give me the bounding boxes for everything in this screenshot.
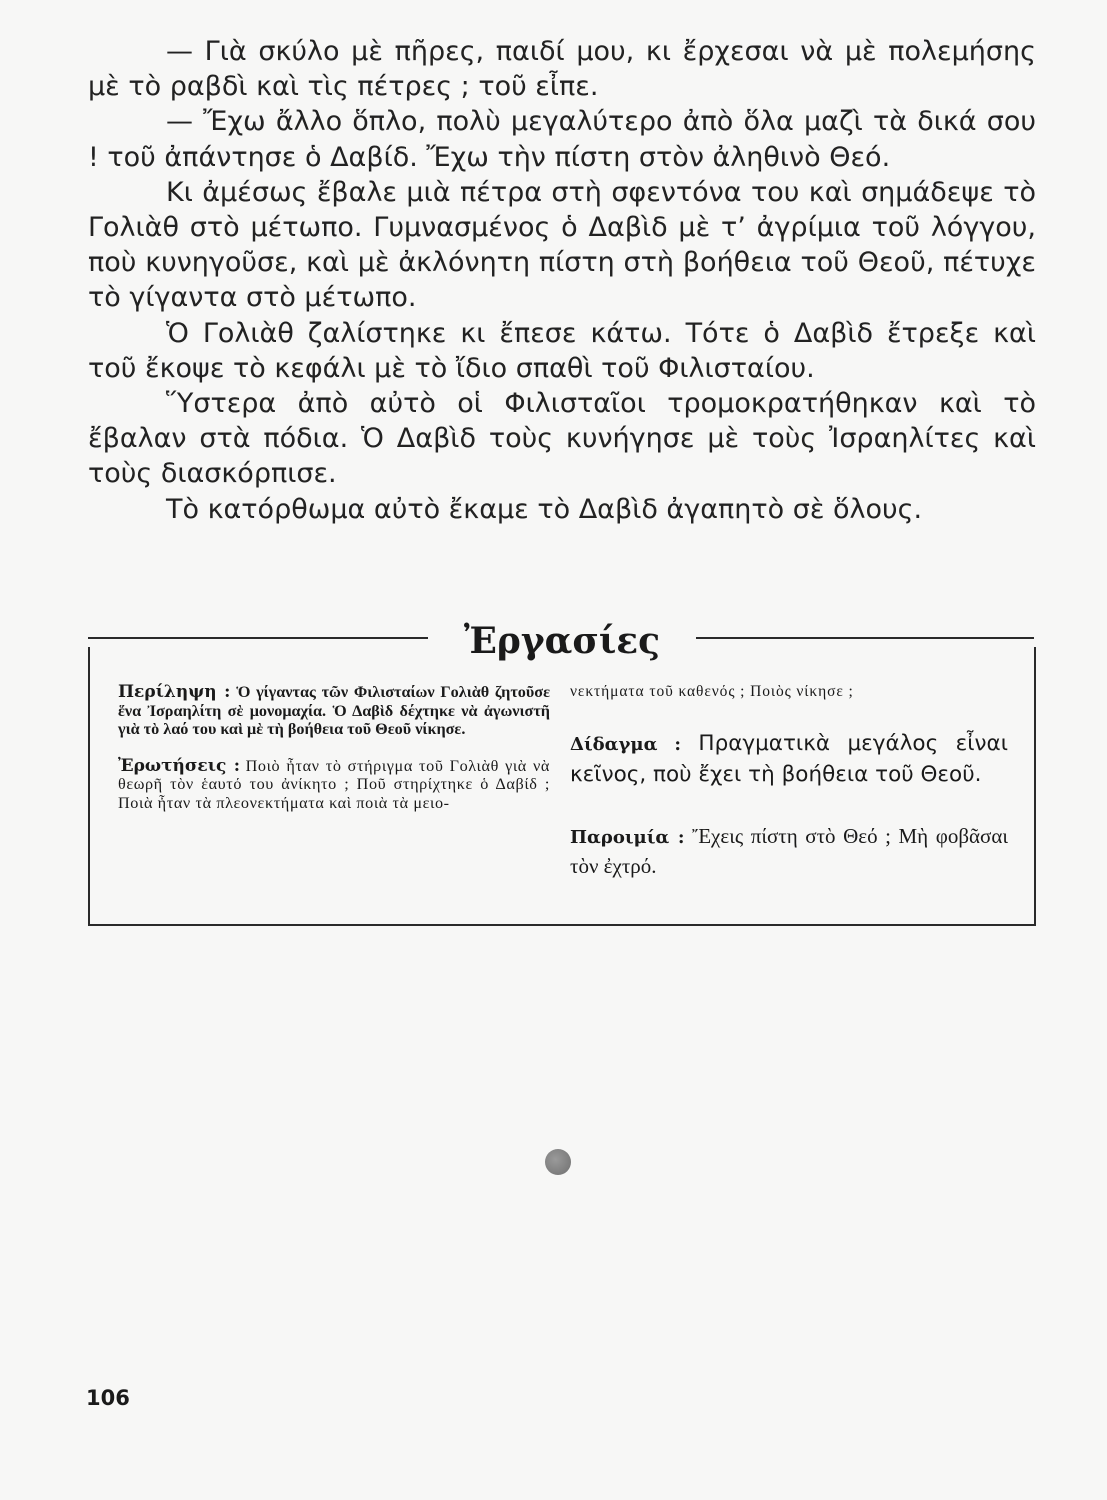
questions-label: Ἐρωτήσεις : <box>118 755 241 776</box>
story-paragraph: — Ἔχω ἄλλο ὅπλο, πολὺ μεγαλύτερο ἀπὸ ὅλα μαζὶ τὰ δικά σου ! τοῦ ἀπάντησε ὁ Δαβίδ. Ἔχω τὴν πίστη στὸν ἀληθινὸ Θεό. <box>88 106 1036 173</box>
lesson-label: Δίδαγμα : <box>570 734 681 755</box>
lesson-text: Πραγματικὰ μεγάλος εἶναι κεῖνος, ποὺ ἔχει τὴ βοήθεια τοῦ Θεοῦ. <box>570 731 1008 787</box>
exercises-box <box>88 647 1036 926</box>
proverb-block <box>570 822 1008 880</box>
proverb-label: Παροιμία : <box>570 827 685 848</box>
questions-continuation: νεκτήματα τοῦ καθενός ; Ποιὸς νίκησε ; <box>570 683 854 700</box>
lesson-block <box>570 729 1008 790</box>
exercises-right-column <box>570 683 1008 912</box>
exercises-title: Ἐργασίες <box>463 620 661 662</box>
summary-block <box>118 683 550 739</box>
exercises-header <box>88 614 1034 668</box>
page-number: 106 <box>86 1386 130 1410</box>
header-rule-right <box>696 637 1034 639</box>
questions-text: Ποιὸ ἦταν τὸ στήριγμα τοῦ Γολιὰθ γιὰ νὰ θεωρῆ τὸν ἑαυτό του ἀνίκητο ; Ποῦ στηρίχτηκε ὁ Δαβίδ ; Ποιὰ ἦταν τὰ πλεονεκτήματα καὶ ποιὰ τὰ μειο- <box>118 756 551 812</box>
questions-block <box>118 757 550 813</box>
summary-text: Ὁ γίγαντας τῶν Φιλισταίων Γολιὰθ ζητοῦσε ἕνα Ἰσραηλίτη σὲ μονομαχία. Ὁ Δαβὶδ δέχτηκε νὰ ἀγωνιστῆ γιὰ τὸ λαό του καὶ μὲ τὴ βοήθεια τοῦ Θεοῦ νίκησε. <box>118 683 551 739</box>
exercises-left-column <box>118 683 550 831</box>
story-paragraph: Κι ἀμέσως ἔβαλε μιὰ πέτρα στὴ σφεντόνα του καὶ σημάδεψε τὸ Γολιὰθ στὸ μέτωπο. Γυμνασμένος ὁ Δαβὶδ μὲ τ’ ἀγρίμια τοῦ λόγγου, ποὺ κυνηγοῦσε, καὶ μὲ ἀκλόνητη πίστη στὴ βοήθεια τοῦ Θεοῦ, πέτυχε τὸ γίγαντα στὸ μέτωπο. <box>88 176 1036 314</box>
story-text <box>88 34 1036 527</box>
summary-label: Περίληψη : <box>118 682 231 702</box>
story-paragraph: Ὁ Γολιὰθ ζαλίστηκε κι ἔπεσε κάτω. Τότε ὁ Δαβὶδ ἔτρεξε καὶ τοῦ ἔκοψε τὸ κεφάλι μὲ τὸ ἴδιο σπαθὶ τοῦ Φιλισταίου. <box>88 317 1036 384</box>
story-paragraph: — Γιὰ σκύλο μὲ πῆρες, παιδί μου, κι ἔρχεσαι νὰ μὲ πολεμήσης μὲ τὸ ραβδὶ καὶ τὶς πέτρες ; τοῦ εἶπε. <box>88 36 1036 103</box>
story-paragraph: Τὸ κατόρθωμα αὐτὸ ἔκαμε τὸ Δαβὶδ ἀγαπητὸ σὲ ὅλους. <box>166 493 923 525</box>
decorative-dot <box>545 1149 571 1175</box>
story-paragraph: Ὕστερα ἀπὸ αὐτὸ οἱ Φιλισταῖοι τρομοκρατήθηκαν καὶ τὸ ἔβαλαν στὰ πόδια. Ὁ Δαβὶδ τοὺς κυνήγησε μὲ τοὺς Ἰσραηλίτες καὶ τοὺς διασκόρπισε. <box>88 388 1036 490</box>
proverb-text: Ἔχεις πίστη στὸ Θεό ; Μὴ φοβᾶσαι τὸν ἐχτρό. <box>570 824 1009 878</box>
header-rule-left <box>88 637 428 639</box>
